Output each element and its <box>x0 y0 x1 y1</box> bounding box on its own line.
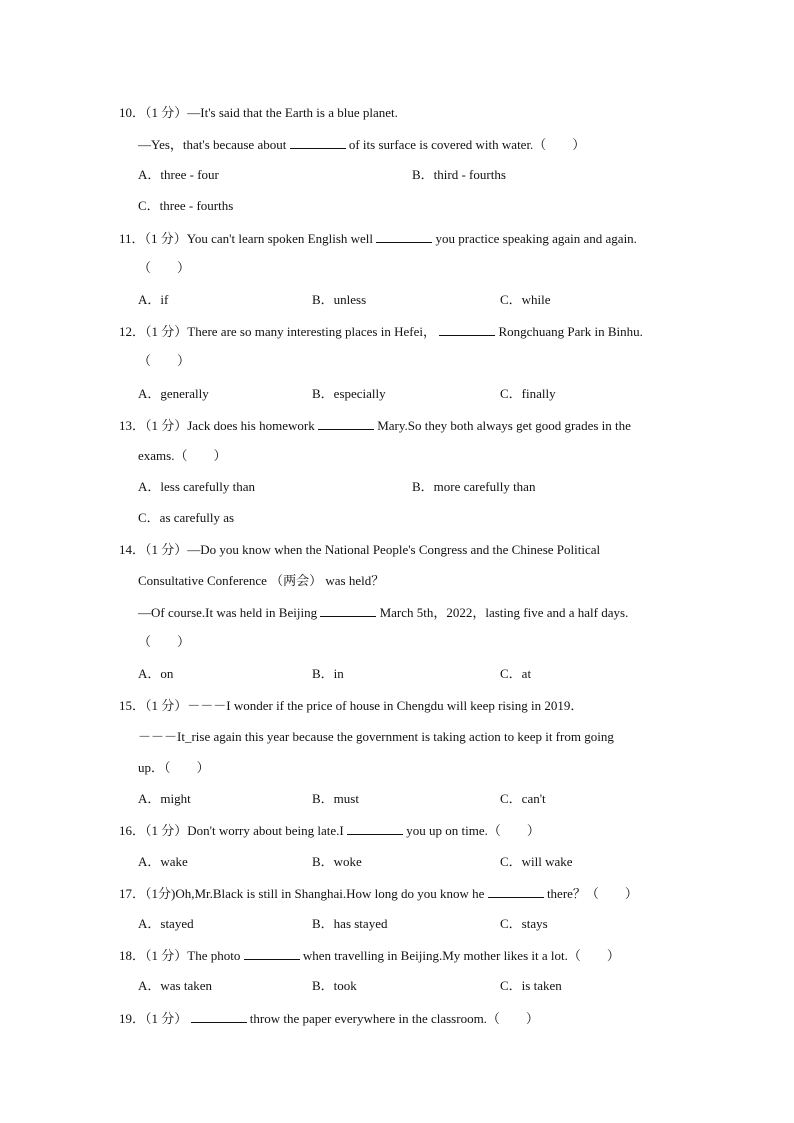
question-15-line2: －－－It_rise again this year because the government is taking action to keep it from going <box>138 729 614 744</box>
question-14-prompt: 14．（1 分）—Do you know when the National People's Congress and the Chinese Political <box>119 542 601 557</box>
option-c: C．as carefully as <box>138 510 235 525</box>
question-11-prompt: 11．（1 分）You can't learn spoken English well you practice speaking again and again. <box>119 231 637 246</box>
answer-blank <box>347 822 403 835</box>
answer-blank <box>376 230 432 243</box>
question-19-prompt: 19．（1 分） throw the paper everywhere in the classroom.（ ） <box>119 1011 539 1026</box>
answer-blank <box>320 604 376 617</box>
option-c: C．will wake <box>500 854 573 869</box>
question-15-prompt: 15．（1 分）－－－I wonder if the price of house in Chengdu will keep rising in 2019． <box>119 698 584 713</box>
answer-blank <box>439 323 495 336</box>
question-15-line3: up．（ ） <box>138 760 210 775</box>
option-c: C．stays <box>500 916 548 931</box>
option-b: B．took <box>312 978 357 993</box>
option-b: B．must <box>312 791 359 806</box>
option-a: A．on <box>138 666 174 681</box>
question-13-line2: exams.（ ） <box>138 448 227 463</box>
option-b: B．third - fourths <box>412 167 506 182</box>
question-10-prompt: 10．（1 分）—It's said that the Earth is a blue planet. <box>119 105 398 120</box>
option-a: A．stayed <box>138 916 194 931</box>
answer-paren: （ ） <box>138 260 191 275</box>
answer-paren: （ ） <box>138 353 191 368</box>
option-a: A．if <box>138 292 169 307</box>
answer-blank <box>191 1010 247 1023</box>
question-14-line3: —Of course.It was held in Beijing March 5th，2022，lasting five and a half days. <box>138 605 629 620</box>
option-b: B．has stayed <box>312 916 388 931</box>
answer-paren: （ ） <box>138 634 191 649</box>
answer-blank <box>488 885 544 898</box>
option-a: A．generally <box>138 386 209 401</box>
answer-blank <box>290 136 346 149</box>
option-b: B．unless <box>312 292 367 307</box>
option-a: A．wake <box>138 854 188 869</box>
option-c: C．at <box>500 666 532 681</box>
question-18-prompt: 18．（1 分）The photo when travelling in Beijing.My mother likes it a lot.（ ） <box>119 948 620 963</box>
option-a: A．less carefully than <box>138 479 255 494</box>
answer-blank <box>244 947 300 960</box>
option-a: A．three - four <box>138 167 219 182</box>
question-12-prompt: 12．（1 分）There are so many interesting places in Hefei， Rongchuang Park in Binhu. <box>119 324 643 339</box>
option-b: B．especially <box>312 386 386 401</box>
question-14-line2: Consultative Conference （两会） was held？ <box>138 573 385 588</box>
question-10-line2: —Yes，that's because about of its surface is covered with water.（ ） <box>138 137 586 152</box>
option-c: C．while <box>500 292 551 307</box>
question-16-prompt: 16．（1 分）Don't worry about being late.I you up on time.（ ） <box>119 823 540 838</box>
option-a: A．was taken <box>138 978 213 993</box>
question-13-prompt: 13．（1 分）Jack does his homework Mary.So they both always get good grades in the <box>119 418 631 433</box>
option-a: A．might <box>138 791 191 806</box>
option-b: B．more carefully than <box>412 479 536 494</box>
option-c: C．three - fourths <box>138 198 234 213</box>
option-b: B．in <box>312 666 344 681</box>
answer-blank <box>318 417 374 430</box>
option-c: C．is taken <box>500 978 562 993</box>
question-17-prompt: 17．（1分)Oh,Mr.Black is still in Shanghai.How long do you know he there？（ ） <box>119 886 638 901</box>
option-c: C．can't <box>500 791 546 806</box>
option-b: B．woke <box>312 854 362 869</box>
option-c: C．finally <box>500 386 556 401</box>
